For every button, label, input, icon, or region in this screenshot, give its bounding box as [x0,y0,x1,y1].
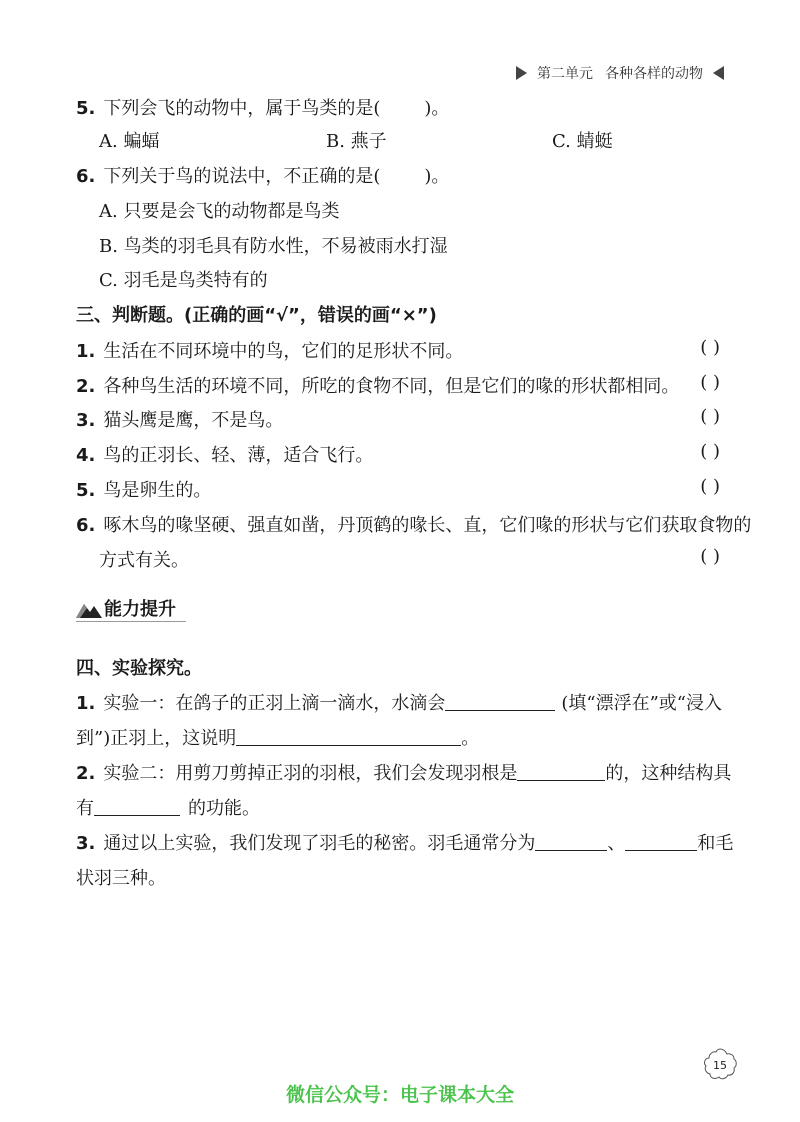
judge-item-3: 3. 猫头鹰是鹰，不是鸟。 [76,410,284,431]
header-right-triangle-icon [713,66,724,80]
fill-blank[interactable] [625,832,697,851]
judge-item-1: 1. 生活在不同环境中的鸟，它们的足形状不同。 [76,341,464,362]
judge-answer-4[interactable]: ( ) [700,441,720,462]
section-3-title: 三、判断题。(正确的画“√”，错误的画“×”) [76,305,437,326]
fill-blank[interactable] [445,692,555,711]
fill-blank[interactable] [535,832,607,851]
header-left-triangle-icon [516,66,527,80]
q6-option-c: C. 羽毛是鸟类特有的 [99,270,268,291]
question-5: 5. 下列会飞的动物中，属于鸟类的是( )。 [76,98,450,119]
judge-answer-5[interactable]: ( ) [700,476,720,497]
q5-option-c: C. 蜻蜓 [552,131,613,152]
fill-blank[interactable] [517,762,605,781]
judge-item-6-cont: 方式有关。 [99,550,189,571]
experiment-q3-line1: 3. 通过以上实验，我们发现了羽毛的秘密。羽毛通常分为 、 和毛 [76,833,734,854]
judge-answer-1[interactable]: ( ) [700,337,720,358]
experiment-q3-line2: 状羽三种。 [76,868,166,889]
judge-item-6: 6. 啄木鸟的喙坚硬、强直如凿，丹顶鹤的喙长、直，它们喙的形状与它们获取食物的 [76,515,752,536]
page-header [516,60,724,86]
footer-watermark: 微信公众号：电子课本大全 [285,1084,514,1106]
judge-item-5: 5. 鸟是卵生的。 [76,480,212,501]
question-6: 6. 下列关于鸟的说法中，不正确的是( )。 [76,166,450,187]
judge-answer-6[interactable]: ( ) [700,546,720,567]
judge-answer-2[interactable]: ( ) [700,372,720,393]
banner-underline [76,621,186,622]
page-number-badge [701,1046,739,1084]
q5-option-a: A. 蝙蝠 [99,131,160,152]
section-banner-label: 能力提升 [104,599,176,620]
page-number: 15 [713,1059,727,1072]
experiment-q1-line2: 到”)正羽上，这说明 。 [76,728,480,749]
header-title: 各种各样的动物 [605,66,703,82]
fill-blank[interactable] [94,797,180,816]
section-4-title: 四、实验探究。 [76,658,202,679]
judge-item-2: 2. 各种鸟生活的环境不同，所吃的食物不同，但是它们的喙的形状都相同。 [76,376,680,397]
header-unit: 第二单元 [537,66,593,82]
fill-blank[interactable] [236,727,461,746]
q5-option-b: B. 燕子 [326,131,387,152]
judge-answer-3[interactable]: ( ) [700,406,720,427]
q6-option-a: A. 只要是会飞的动物都是鸟类 [99,201,340,222]
experiment-q2-line1: 2. 实验二：用剪刀剪掉正羽的羽根，我们会发现羽根是 的，这种结构具 [76,763,732,784]
judge-item-4: 4. 鸟的正羽长、轻、薄，适合飞行。 [76,445,374,466]
q6-option-b: B. 鸟类的羽毛具有防水性，不易被雨水打湿 [99,236,448,257]
mountain-icon [76,598,102,618]
experiment-q1-line1: 1. 实验一：在鸽子的正羽上滴一滴水，水滴会 (填“漂浮在”或“浸入 [76,693,723,714]
experiment-q2-line2: 有 的功能。 [76,798,260,819]
